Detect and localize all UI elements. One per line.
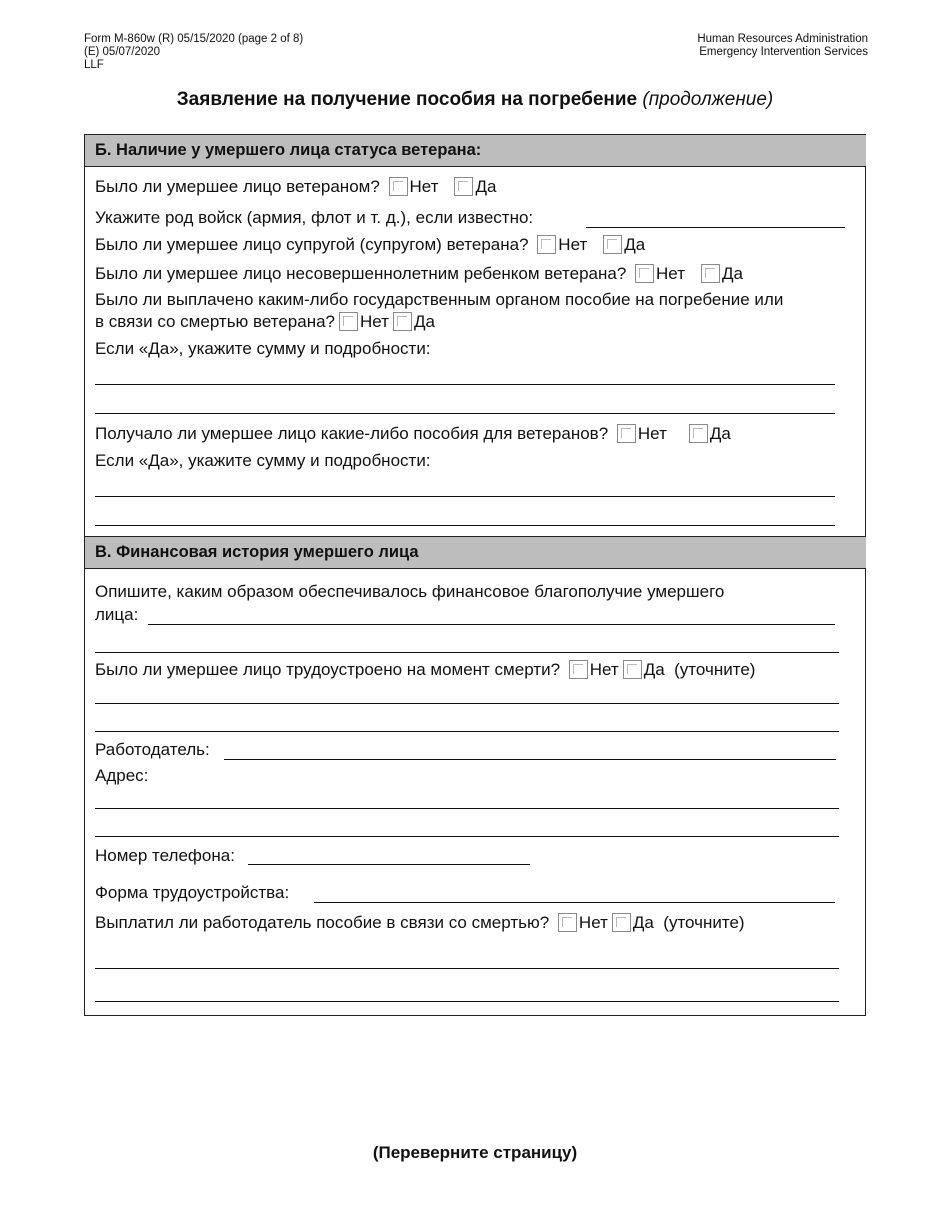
phone-label: Номер телефона:	[95, 846, 235, 865]
burial-benefit-question	[95, 312, 435, 332]
death-benefit-yes-checkbox[interactable]	[612, 913, 631, 932]
burial-benefit-details-line-1[interactable]	[95, 384, 835, 385]
burial-benefit-question-line2: в связи со смертью ветерана?	[95, 312, 336, 331]
form-language-code: LLF	[84, 59, 104, 71]
employer-label: Работодатель:	[95, 740, 210, 759]
agency-name: Human Resources Administration	[697, 33, 868, 45]
burial-benefit-details-line-2[interactable]	[95, 413, 835, 414]
form-edition-date: (E) 05/07/2020	[84, 46, 161, 58]
financial-support-field-2[interactable]	[95, 652, 839, 653]
burial-benefit-yes-checkbox[interactable]	[393, 312, 412, 331]
page-title-main: Заявление на получение пособия на погребение	[176, 89, 638, 110]
spouse-yes-checkbox[interactable]	[603, 235, 622, 254]
veteran-benefits-details-line-1[interactable]	[95, 496, 835, 497]
turn-page-note: (Переверните страницу)	[372, 1143, 578, 1162]
employed-yes-label: Да	[643, 660, 665, 679]
death-benefit-no-checkbox[interactable]	[558, 913, 577, 932]
veteran-benefits-yes-checkbox[interactable]	[689, 424, 708, 443]
death-benefit-yes-label: Да	[632, 913, 654, 932]
employed-no-checkbox[interactable]	[569, 660, 588, 679]
veteran-benefits-question	[95, 424, 731, 444]
address-field-2[interactable]	[95, 836, 839, 837]
veteran-benefits-question-label: Получало ли умершее лицо какие-либо пособия для ветеранов?	[95, 424, 609, 443]
veteran-yes-label: Да	[475, 177, 497, 196]
death-benefit-specify-line-1[interactable]	[95, 968, 839, 969]
minor-child-question-label: Было ли умершее лицо несовершеннолетним ребенком ветерана?	[95, 264, 627, 283]
minor-child-no-label: Нет	[656, 264, 685, 283]
employment-form-field[interactable]	[314, 902, 835, 903]
burial-benefit-no-label: Нет	[360, 312, 389, 331]
burial-benefit-question-line1: Было ли выплачено каким-либо государственным органом пособие на погребение или	[95, 290, 784, 309]
minor-child-yes-label: Да	[721, 264, 743, 283]
burial-benefit-yes-label: Да	[413, 312, 435, 331]
page-title	[0, 89, 950, 111]
spouse-question-label: Было ли умершее лицо супругой (супругом) ветерана?	[95, 235, 529, 254]
financial-support-question-line2: лица:	[95, 605, 139, 624]
employed-yes-checkbox[interactable]	[623, 660, 642, 679]
veteran-benefits-yes-label: Да	[709, 424, 731, 443]
veteran-no-label: Нет	[409, 177, 439, 196]
death-benefit-no-label: Нет	[578, 913, 608, 932]
phone-field[interactable]	[248, 864, 530, 865]
page-title-suffix: (продолжение)	[642, 89, 774, 110]
veteran-benefits-no-checkbox[interactable]	[617, 424, 636, 443]
employment-form-label: Форма трудоустройства:	[95, 883, 290, 902]
section-c-heading: В. Финансовая история умершего лица	[85, 536, 866, 569]
veteran-benefits-details-label: Если «Да», укажите сумму и подробности:	[95, 451, 431, 470]
financial-support-field-1[interactable]	[148, 624, 835, 625]
burial-benefit-no-checkbox[interactable]	[339, 312, 358, 331]
financial-support-question-line1: Опишите, каким образом обеспечивалось финансовое благополучие умершего	[95, 582, 725, 601]
veteran-question	[95, 177, 496, 197]
spouse-no-checkbox[interactable]	[537, 235, 556, 254]
employed-question	[95, 660, 755, 680]
death-benefit-question	[95, 913, 745, 933]
veteran-yes-checkbox[interactable]	[454, 177, 473, 196]
employed-specify-label: (уточните)	[674, 660, 756, 679]
spouse-yes-label: Да	[624, 235, 646, 254]
address-field-1[interactable]	[95, 808, 839, 809]
form-number: Form M-860w (R) 05/15/2020 (page 2 of 8)	[84, 33, 304, 45]
address-label: Адрес:	[95, 766, 149, 785]
service-branch-label: Укажите род войск (армия, флот и т. д.), если известно:	[95, 208, 534, 227]
death-benefit-question-label: Выплатил ли работодатель пособие в связи со смертью?	[95, 913, 550, 932]
burial-benefit-details-label: Если «Да», укажите сумму и подробности:	[95, 339, 431, 358]
death-benefit-specify-line-2[interactable]	[95, 1001, 839, 1002]
employer-field[interactable]	[224, 759, 836, 760]
employed-specify-line-1[interactable]	[95, 703, 839, 704]
employed-specify-line-2[interactable]	[95, 731, 839, 732]
agency-division: Emergency Intervention Services	[699, 46, 868, 58]
service-branch-field[interactable]	[586, 227, 845, 228]
death-benefit-specify-label: (уточните)	[663, 913, 745, 932]
veteran-benefits-details-line-2[interactable]	[95, 525, 835, 526]
agency-block	[697, 33, 868, 59]
spouse-no-label: Нет	[558, 235, 588, 254]
section-b-heading: Б. Наличие у умершего лица статуса ветерана:	[85, 134, 866, 167]
veteran-no-checkbox[interactable]	[389, 177, 408, 196]
veteran-benefits-no-label: Нет	[637, 424, 667, 443]
minor-child-question	[95, 264, 743, 284]
employed-no-label: Нет	[589, 660, 619, 679]
minor-child-yes-checkbox[interactable]	[701, 264, 720, 283]
form-id-block	[84, 33, 303, 72]
spouse-question	[95, 235, 645, 255]
veteran-question-label: Было ли умершее лицо ветераном?	[95, 177, 380, 196]
minor-child-no-checkbox[interactable]	[635, 264, 654, 283]
employed-question-label: Было ли умершее лицо трудоустроено на момент смерти?	[95, 660, 561, 679]
